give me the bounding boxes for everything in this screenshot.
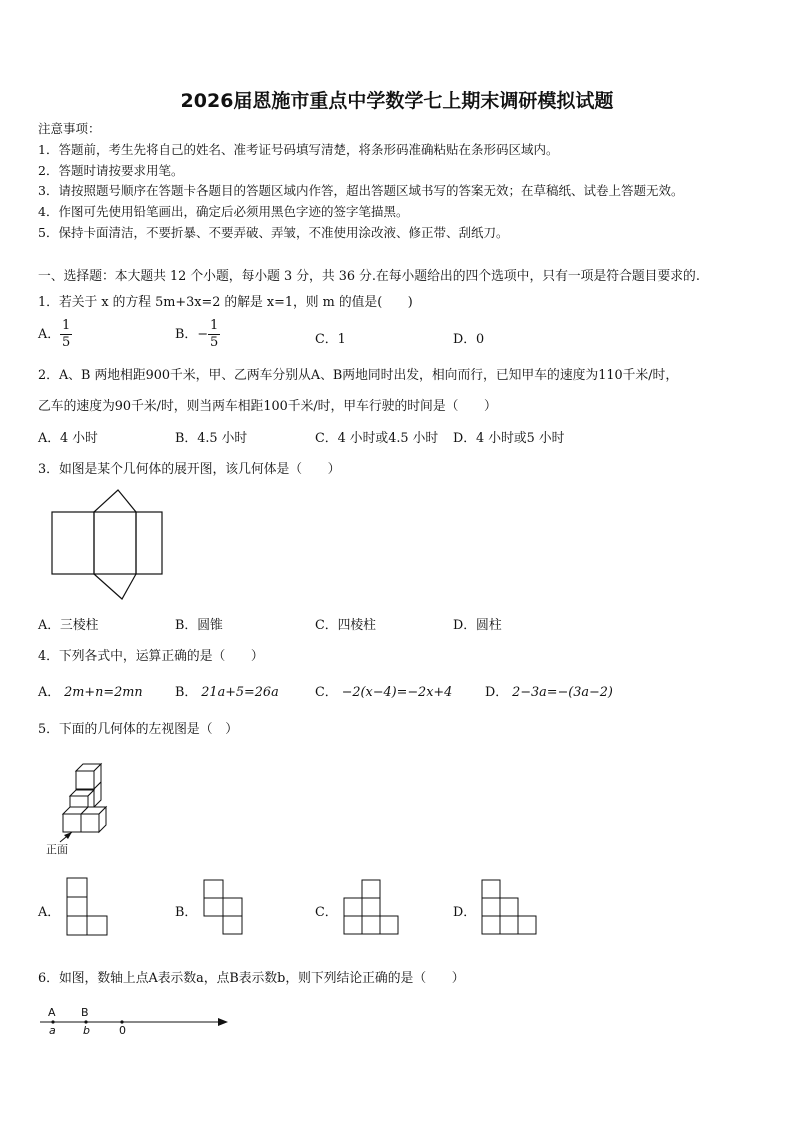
q5-option-a: A． (38, 905, 61, 920)
section-heading: 一、选择题：本大题共 12 个小题，每小题 3 分，共 36 分.在每小题给出的四个选项中，只有一项是符合题目要求的. (38, 269, 700, 284)
q4-option-b: B． 21a+5=26a (175, 685, 279, 700)
q3-option-d: D．圆柱 (453, 618, 502, 633)
q1-option-c: C．1 (315, 332, 346, 347)
q1-stem: 1．若关于 x 的方程 5m+3x=2 的解是 x=1，则 m 的值是( ) (38, 295, 413, 310)
q1-option-d: D．0 (453, 332, 485, 347)
q6-value-a: a (49, 1024, 56, 1037)
q2-option-b: B．4.5 小时 (175, 431, 248, 446)
q5-option-c: C． (315, 905, 338, 920)
q1-a-fraction: $\frac{1}{5}$ (62, 318, 71, 350)
q2-option-c: C．4 小时或4.5 小时 (315, 431, 439, 446)
q1-option-a: A． $\frac{1}{5}$ (38, 318, 71, 350)
note-item-3: 3．请按照题号顺序在答题卡各题目的答题区域内作答，超出答题区域书写的答案无效；在草稿纸、试卷上答题无效。 (38, 183, 684, 198)
q2-option-d: D．4 小时或5 小时 (453, 431, 565, 446)
q5-option-b: B． (175, 905, 198, 920)
q5-option-d: D． (453, 905, 477, 920)
q1-option-b: B．− $\frac{1}{5}$ (175, 318, 219, 350)
page-title: 2026届恩施市重点中学数学七上期末调研模拟试题 (180, 90, 614, 112)
note-item-1: 1．答题前，考生先将自己的姓名、准考证号码填写清楚，将条形码准确粘贴在条形码区域内。 (38, 142, 559, 157)
notes-heading: 注意事项： (38, 121, 101, 136)
q3-stem: 3．如图是某个几何体的展开图，该几何体是（ ） (38, 462, 341, 477)
q4-stem: 4．下列各式中，运算正确的是（ ） (38, 649, 264, 664)
q3-option-c: C．四棱柱 (315, 618, 376, 633)
q6-zero-label: 0 (119, 1024, 126, 1037)
q4-option-c: C． −2(x−4)=−2x+4 (315, 685, 453, 700)
q1-b-fraction: $\frac{1}{5}$ (209, 318, 219, 350)
q6-value-b: b (83, 1024, 90, 1037)
q2-line2: 乙车的速度为90千米/时，则当两车相距100千米/时，甲车行驶的时间是（ ） (38, 399, 497, 414)
q2-option-a: A．4 小时 (38, 431, 98, 446)
q3-option-b: B．圆锥 (175, 618, 223, 633)
q6-point-a-label: A (48, 1006, 56, 1019)
q3-option-a: A．三棱柱 (38, 618, 99, 633)
q6-point-b-label: B (81, 1006, 89, 1019)
q5-stem: 5．下面的几何体的左视图是（ ） (38, 722, 239, 737)
q6-stem: 6．如图，数轴上点A表示数a，点B表示数b，则下列结论正确的是（ ） (38, 971, 465, 986)
q5-front-label: 正面 (46, 843, 68, 856)
q4-option-a: A． 2m+n=2mn (38, 685, 143, 700)
note-item-4: 4．作图可先使用铅笔画出，确定后必须用黑色字迹的签字笔描黑。 (38, 204, 409, 219)
note-item-2: 2．答题时请按要求用笔。 (38, 163, 184, 178)
q2-line1: 2．A、B 两地相距900千米，甲、乙两车分别从A、B两地同时出发，相向而行，已知甲车的速度为110千米/时， (38, 368, 679, 383)
q4-option-d: D． 2−3a=−(3a−2) (485, 685, 613, 700)
note-item-5: 5．保持卡面清洁，不要折暴、不要弄破、弄皱，不准使用涂改液、修正带、刮纸刀。 (38, 225, 509, 240)
q6-axis-arrowhead (218, 1018, 228, 1026)
